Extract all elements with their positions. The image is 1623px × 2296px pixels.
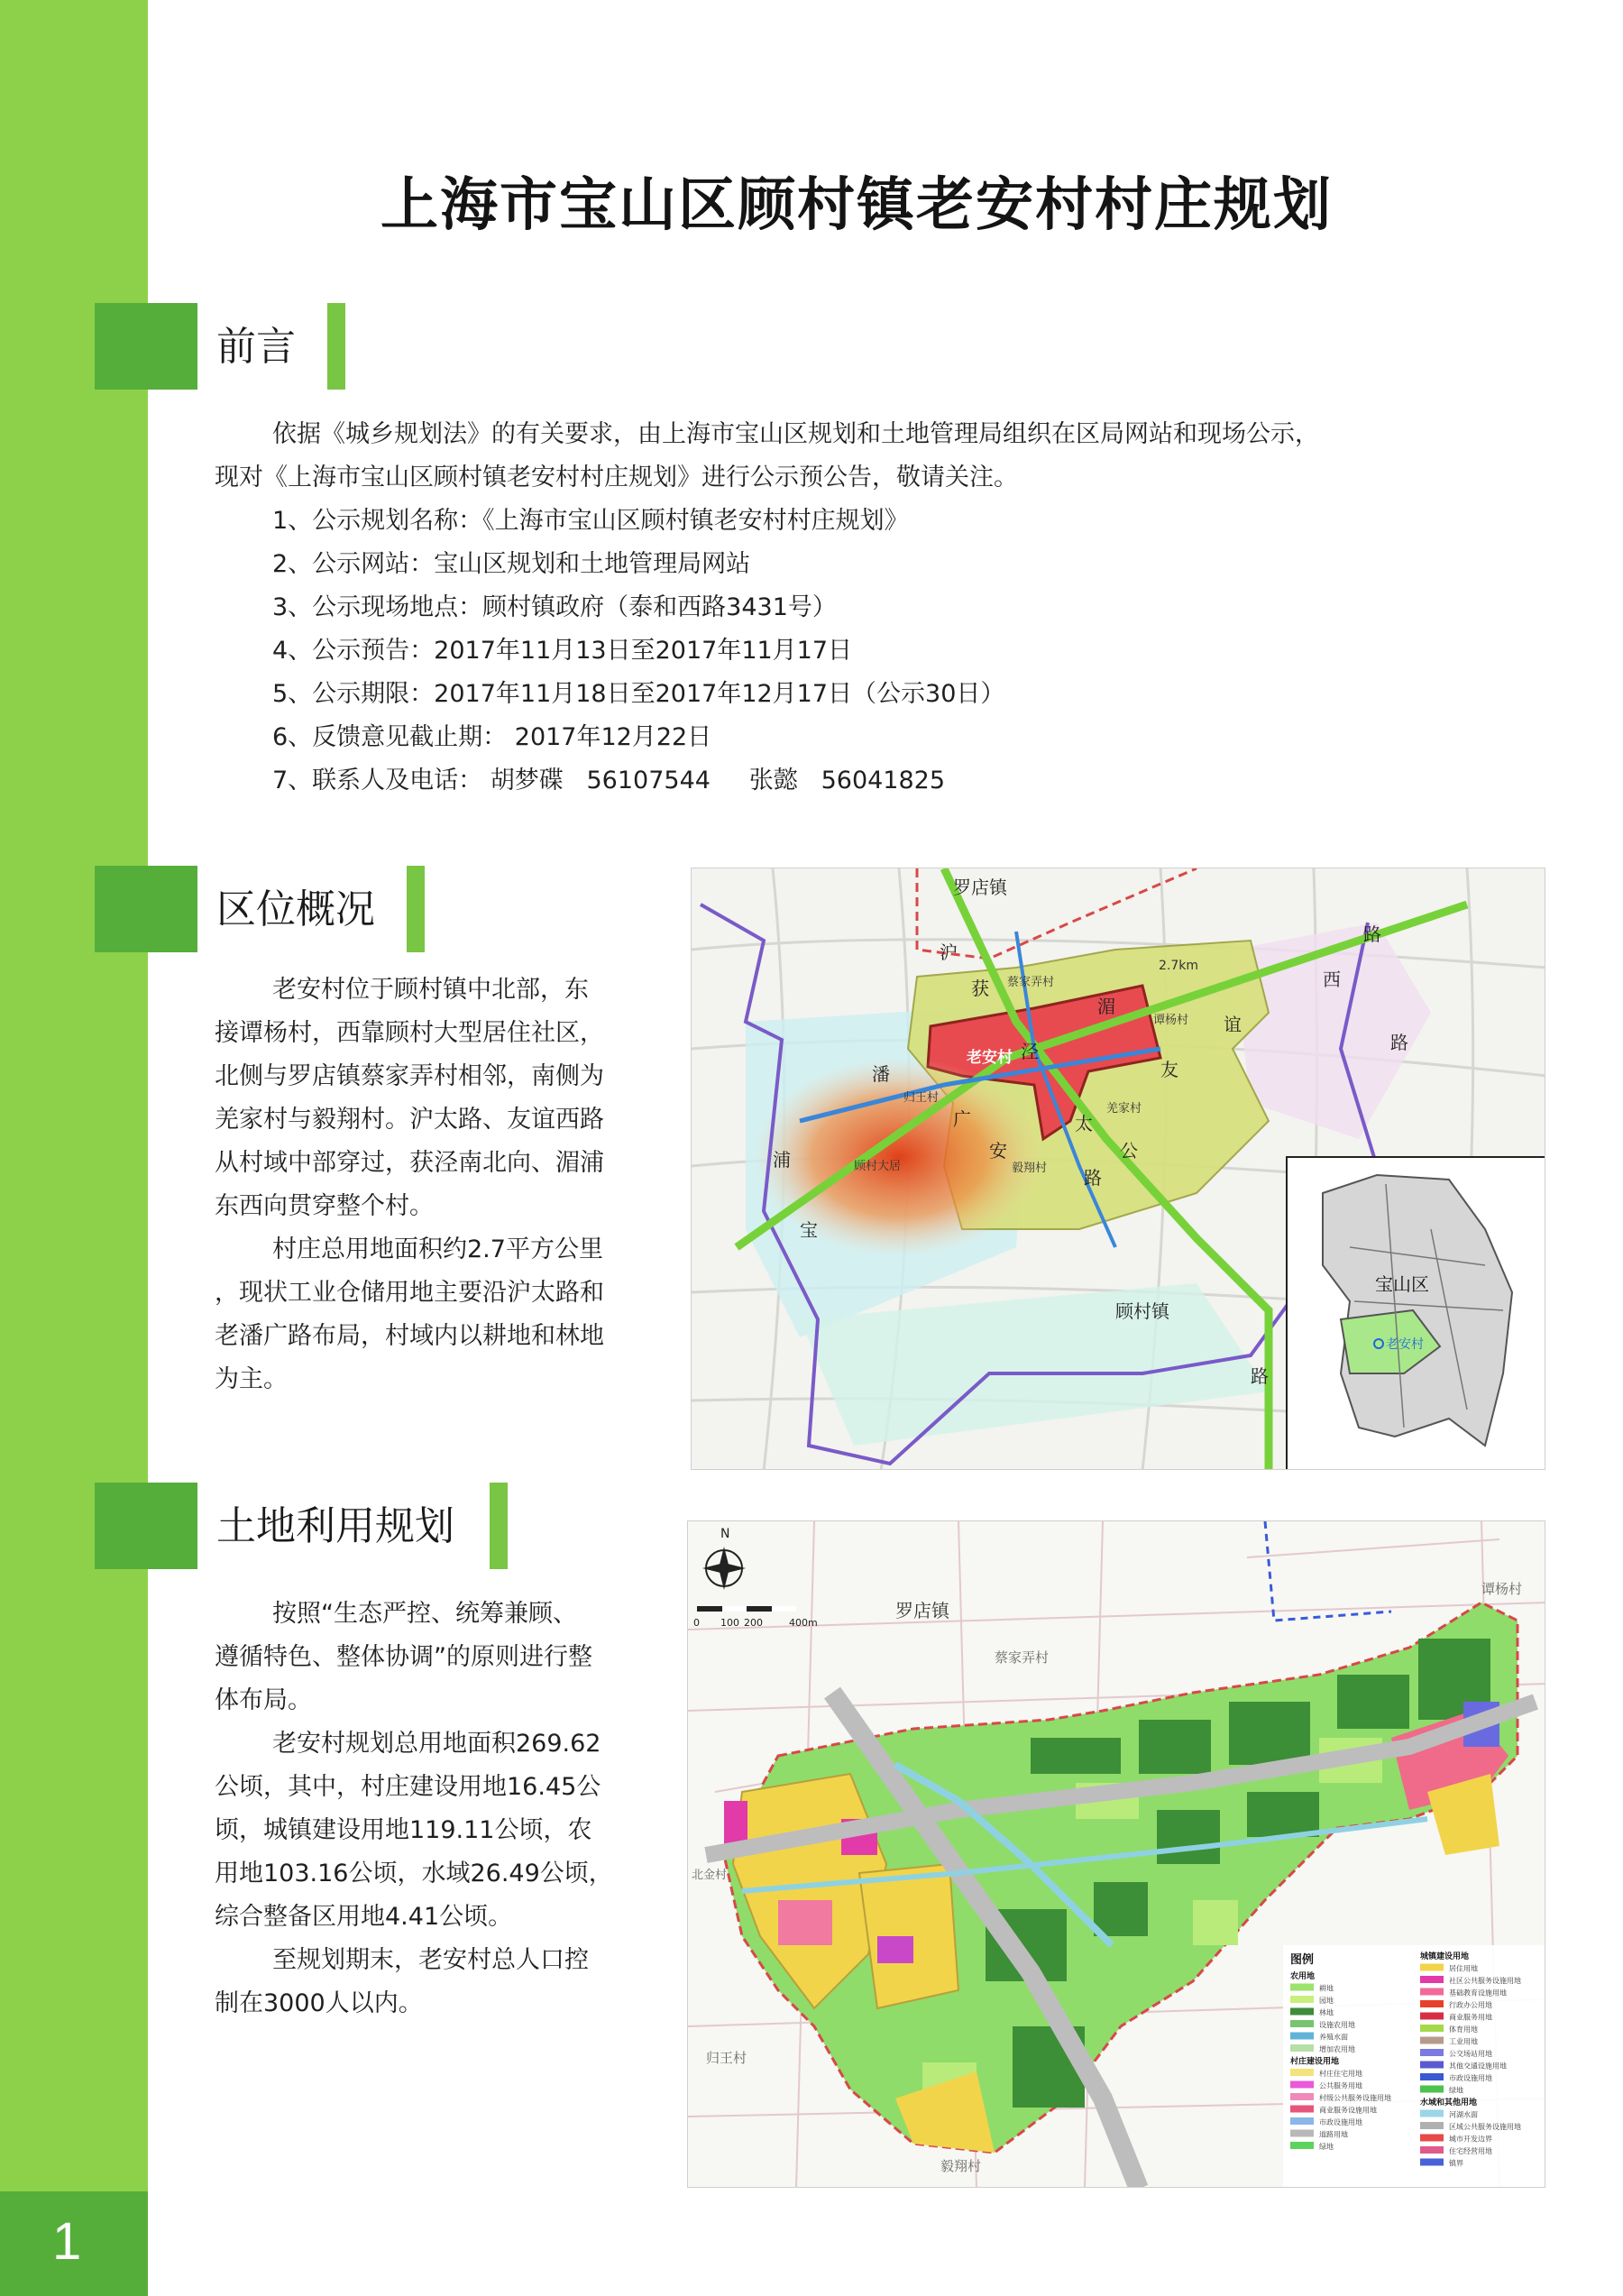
map-road-char: 公	[1120, 1140, 1138, 1162]
landuse-map-graphic	[688, 1521, 1545, 2188]
map-road-char: 湄	[1097, 996, 1115, 1017]
map-road-char: 广	[953, 1108, 971, 1130]
legend-item-label: 居住用地	[1449, 1964, 1478, 1973]
map-road-char: 友	[1160, 1059, 1178, 1080]
legend-swatch	[1290, 2020, 1314, 2027]
map-place-label: 毅翔村	[940, 2158, 982, 2174]
map-place-label: 谭杨村	[1481, 1581, 1523, 1597]
map-label: 羌家村	[1106, 1102, 1142, 1116]
section-header-block	[95, 303, 197, 390]
legend-swatch	[1290, 2008, 1314, 2016]
text-line: 为主。	[215, 1365, 288, 1393]
section-header-location	[95, 866, 375, 952]
map-road-char: 获	[971, 978, 989, 999]
text-line: 按照“生态严控、统筹兼顾、	[272, 1600, 577, 1628]
section-header-tick	[490, 1483, 508, 1569]
map-road-char: 太	[1075, 1113, 1093, 1134]
legend-swatch	[1290, 2142, 1314, 2149]
legend-item-label: 增加农用地	[1319, 2045, 1355, 2053]
legend-swatch	[1420, 2135, 1444, 2142]
location-map	[691, 868, 1545, 1470]
legend-item-label: 村级公共服务设施用地	[1319, 2094, 1391, 2102]
section-header-landuse	[95, 1483, 454, 1569]
legend-item-label: 园地	[1319, 1997, 1334, 2005]
landuse-paragraph-2	[215, 1722, 665, 1939]
legend-swatch	[1290, 2033, 1314, 2040]
preface-item: 1、公示规划名称：《上海市宝山区顾村镇老安村村庄规划》	[272, 507, 909, 535]
legend-swatch	[1420, 2025, 1444, 2032]
map-label: 2.7km	[1159, 959, 1199, 973]
legend-swatch	[1290, 2106, 1314, 2113]
legend-item-label: 商业服务用地	[1449, 2013, 1492, 2022]
map-label: 顾村镇	[1115, 1300, 1169, 1322]
map-road-char: 西	[1323, 969, 1341, 990]
legend-item-label: 其他交通设施用地	[1449, 2062, 1507, 2071]
legend-item-label: 市政设施用地	[1319, 2118, 1362, 2126]
text-line: 公顷，其中，村庄建设用地16.45公	[215, 1773, 601, 1801]
text-line: 老潘广路布局，村域内以耕地和林地	[215, 1322, 604, 1350]
map-legend	[1283, 1945, 1545, 2188]
text-line: 接谭杨村，西靠顾村大型居住社区，	[215, 1019, 604, 1047]
text-line: 至规划期末，老安村总人口控	[272, 1946, 589, 1974]
text-line: 综合整备区用地4.41公顷。	[215, 1903, 513, 1931]
landuse-map	[687, 1520, 1545, 2188]
map-label: 谭杨村	[1153, 1014, 1189, 1027]
legend-swatch	[1290, 2044, 1314, 2052]
map-label: 归王村	[903, 1091, 940, 1105]
legend-swatch	[1290, 2130, 1314, 2137]
inset-label: 老安村	[1386, 1337, 1424, 1352]
scale-label: 0	[693, 1617, 700, 1629]
map-place-label: 归王村	[706, 2050, 747, 2066]
legend-swatch	[1420, 2146, 1444, 2154]
legend-item-label: 耕地	[1319, 1984, 1334, 1993]
scale-label: 200	[744, 1617, 763, 1629]
landuse-paragraph-1	[215, 1593, 665, 1722]
legend-item-label: 工业用地	[1449, 2037, 1478, 2046]
text-line: 老安村规划总用地面积269.62	[272, 1730, 601, 1758]
legend-item-label: 河湖水面	[1449, 2110, 1478, 2119]
section-header-tick	[327, 303, 345, 390]
legend-swatch	[1290, 1984, 1314, 1991]
legend-swatch	[1290, 2093, 1314, 2100]
text-line: 从村域中部穿过，获泾南北向、湄浦	[215, 1149, 604, 1177]
legend-swatch	[1420, 2086, 1444, 2093]
legend-swatch	[1420, 2110, 1444, 2117]
text-line: 东西向贯穿整个村。	[215, 1192, 434, 1220]
preface-item: 2、公示网站：宝山区规划和土地管理局网站	[272, 550, 751, 578]
legend-item-label: 村庄住宅用地	[1319, 2070, 1362, 2078]
legend-item-label: 住宅经营用地	[1449, 2147, 1492, 2155]
legend-item-label: 公交场站用地	[1449, 2050, 1492, 2058]
scale-bar	[697, 1606, 796, 1612]
section-header-tick	[407, 866, 425, 952]
legend-group-label: 农用地	[1290, 1972, 1316, 1981]
map-place-label: 北金村	[692, 1869, 728, 1882]
legend-item-label: 基础教育设施用地	[1449, 1988, 1507, 1998]
legend-swatch	[1420, 2013, 1444, 2020]
legend-swatch	[1420, 2159, 1444, 2166]
legend-swatch	[1420, 1976, 1444, 1983]
location-paragraph-2	[215, 1228, 665, 1401]
legend-group-label: 水域和其他用地	[1420, 2099, 1478, 2108]
preface-item: 5、公示期限：2017年11月18日至2017年12月17日（公示30日）	[272, 680, 1005, 708]
map-label: 蔡家弄村	[1007, 976, 1055, 989]
map-place-label: 罗店镇	[895, 1600, 949, 1621]
legend-item-label: 养殖水面	[1319, 2033, 1348, 2042]
map-road-char: 潘	[872, 1063, 890, 1085]
legend-swatch	[1420, 2000, 1444, 2007]
page-number: 1	[52, 2212, 82, 2271]
legend-item-label: 行政办公用地	[1449, 2001, 1492, 2009]
legend-item-label: 体育用地	[1449, 2025, 1478, 2034]
legend-swatch	[1420, 2122, 1444, 2129]
map-road-char: 宝	[800, 1219, 818, 1241]
map-road-char: 路	[1251, 1365, 1269, 1387]
legend-swatch	[1420, 1964, 1444, 1971]
text-line: 用地103.16公顷，水域26.49公顷，	[215, 1860, 613, 1887]
section-header-preface	[95, 303, 347, 390]
preface-item: 4、公示预告：2017年11月13日至2017年11月17日	[272, 637, 853, 665]
legend-group-label: 村庄建设用地	[1290, 2057, 1340, 2067]
legend-item-label: 设施农用地	[1319, 2021, 1355, 2029]
legend-item-label: 市政设施用地	[1449, 2074, 1492, 2082]
legend-item-label: 商业服务设施用地	[1319, 2106, 1377, 2115]
scale-label: 100	[720, 1617, 739, 1629]
map-label: 顾村大居	[854, 1160, 902, 1173]
page-title: 上海市宝山区顾村镇老安村村庄规划	[381, 172, 1333, 239]
legend-item-label: 城市开发边界	[1449, 2135, 1492, 2144]
section-header-block	[95, 1483, 197, 1569]
location-map-graphic	[692, 868, 1545, 1470]
map-label: 罗店镇	[953, 877, 1007, 898]
text-line: 顷，城镇建设用地119.11公顷，农	[215, 1816, 592, 1844]
location-paragraph-1	[215, 969, 665, 1228]
legend-item-label: 林地	[1319, 2008, 1334, 2017]
text-line: 北侧与罗店镇蔡家弄村相邻，南侧为	[215, 1062, 604, 1090]
landuse-paragraph-3	[215, 1939, 665, 2025]
compass-north-label: N	[720, 1527, 730, 1541]
text-line: 羌家村与毅翔村。沪太路、友谊西路	[215, 1106, 604, 1134]
legend-swatch	[1290, 2117, 1314, 2125]
inset-label: 宝山区	[1375, 1273, 1429, 1295]
map-road-char: 路	[1084, 1167, 1102, 1189]
map-road-char: 沪	[940, 941, 958, 963]
legend-swatch	[1420, 2073, 1444, 2080]
preface-intro-line2: 现对《上海市宝山区顾村镇老安村村庄规划》进行公示预公告，敬请关注。	[215, 464, 1018, 491]
legend-swatch	[1420, 2037, 1444, 2044]
legend-swatch	[1290, 2081, 1314, 2089]
legend-item-label: 道路用地	[1319, 2130, 1348, 2139]
preface-item: 6、反馈意见截止期： 2017年12月22日	[272, 723, 712, 751]
map-label: 老安村	[967, 1049, 1013, 1067]
map-road-char: 路	[1363, 923, 1381, 945]
text-line: 村庄总用地面积约2.7平方公里	[272, 1235, 603, 1263]
map-road-char: 泾	[1021, 1041, 1039, 1062]
text-line: 老安村位于顾村镇中北部，东	[272, 976, 589, 1004]
legend-item-label: 区域公共服务设施用地	[1449, 2123, 1521, 2131]
section-heading: 区位概况	[216, 886, 375, 932]
text-line: ，现状工业仓储用地主要沿沪太路和	[215, 1279, 604, 1307]
legend-swatch	[1420, 2062, 1444, 2069]
legend-item-label: 绿地	[1319, 2143, 1334, 2151]
legend-swatch	[1420, 2049, 1444, 2056]
map-road-char: 谊	[1224, 1014, 1242, 1035]
preface-item: 3、公示现场地点：顾村镇政府（泰和西路3431号）	[272, 593, 837, 621]
map-road-char: 路	[1390, 1032, 1408, 1053]
map-road-char: 安	[989, 1140, 1007, 1162]
legend-swatch	[1290, 1996, 1314, 2003]
text-line: 体布局。	[215, 1686, 312, 1714]
legend-swatch	[1290, 2069, 1314, 2076]
text-line: 制在3000人以内。	[215, 1989, 423, 2017]
legend-item-label: 社区公共服务设施用地	[1449, 1977, 1521, 1985]
section-heading: 土地利用规划	[216, 1503, 454, 1549]
text-line: 遵循特色、整体协调”的原则进行整	[215, 1643, 592, 1671]
section-heading: 前言	[216, 324, 296, 370]
map-place-label: 蔡家弄村	[995, 1649, 1050, 1666]
legend-item-label: 镇界	[1449, 2159, 1463, 2168]
scale-label: 400m	[789, 1617, 818, 1629]
preface-intro-line1: 依据《城乡规划法》的有关要求，由上海市宝山区规划和土地管理局组织在区局网站和现场公示，	[272, 420, 1319, 448]
legend-item-label: 公共服务用地	[1319, 2081, 1362, 2090]
preface-item: 7、联系人及电话： 胡梦碟 56107544 张懿 56041825	[272, 767, 946, 794]
map-label: 毅翔村	[1012, 1162, 1048, 1175]
section-header-block	[95, 866, 197, 952]
legend-group-label: 城镇建设用地	[1420, 1952, 1470, 1961]
map-road-char: 浦	[773, 1149, 791, 1171]
legend-swatch	[1420, 1988, 1444, 1996]
legend-title: 图例	[1290, 1953, 1315, 1967]
legend-item-label: 绿地	[1449, 2086, 1463, 2095]
